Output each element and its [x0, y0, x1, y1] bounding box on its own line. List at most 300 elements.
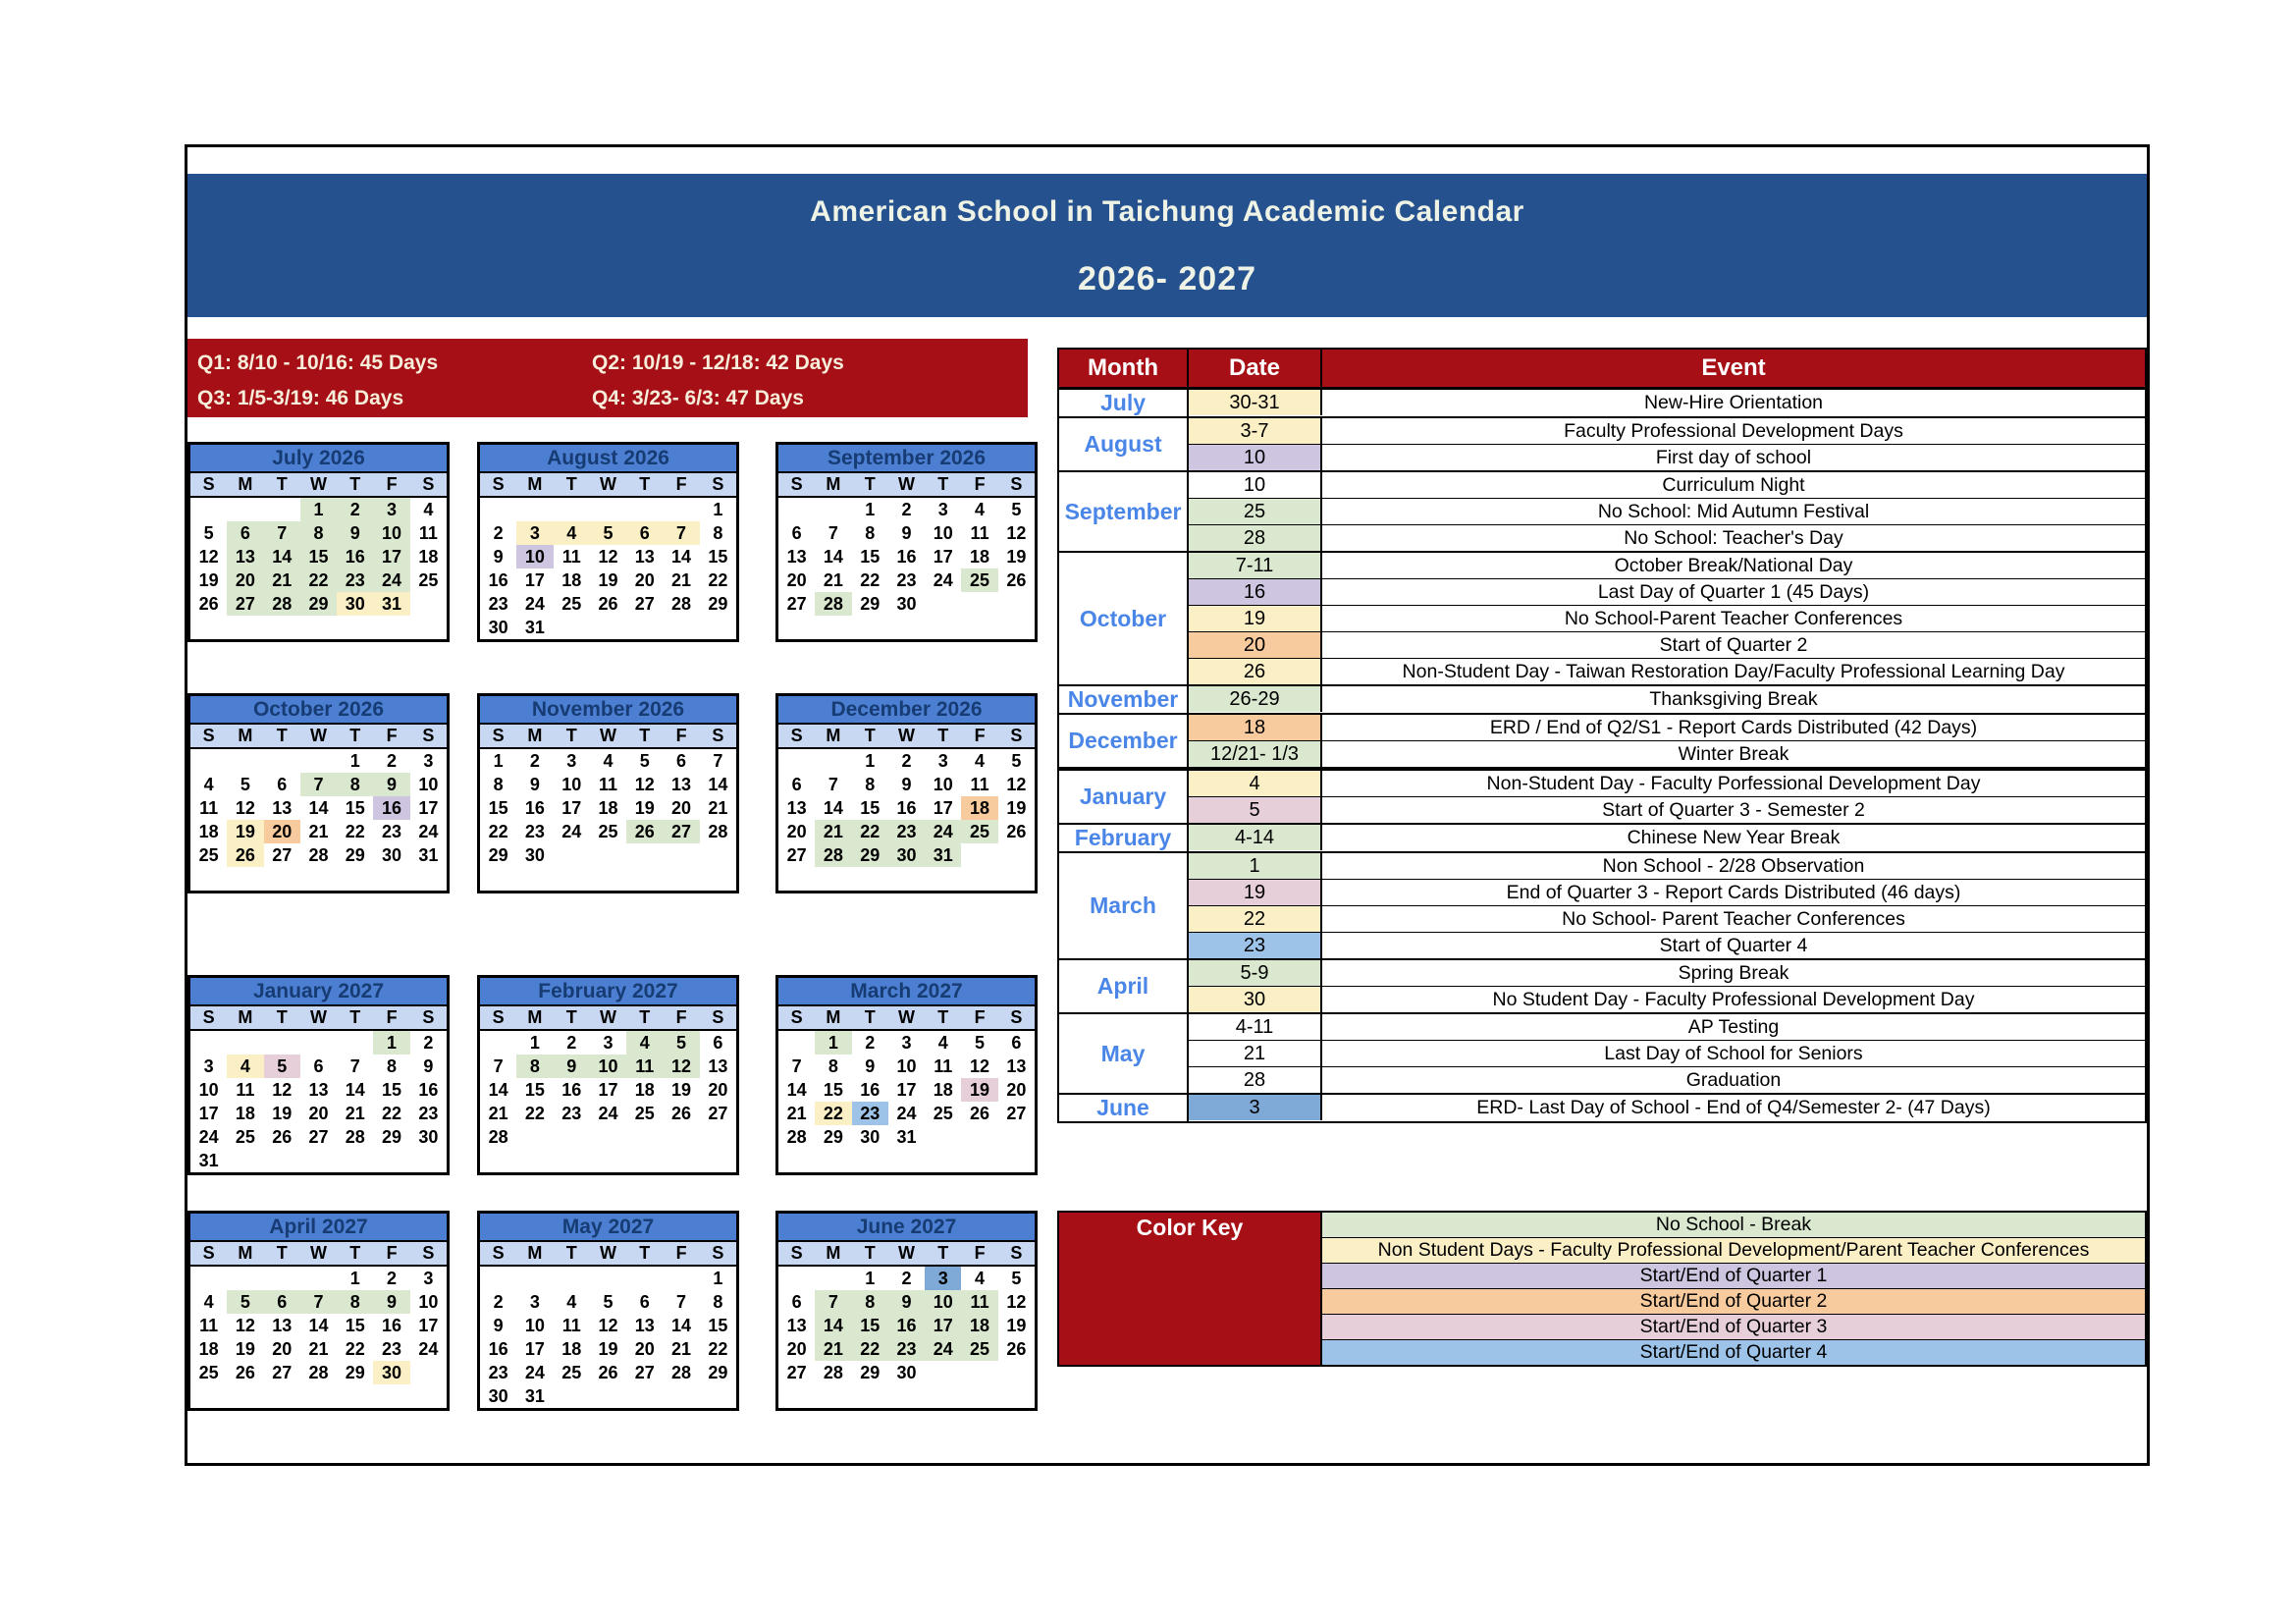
date-cell [700, 1149, 736, 1172]
date-cell [663, 867, 699, 891]
date-cell: 22 [345, 822, 365, 841]
date-cell [590, 616, 626, 639]
date-cell [227, 616, 263, 639]
event-description: New-Hire Orientation [1643, 392, 1824, 413]
weekday-label: F [974, 1007, 986, 1027]
date-cell [778, 616, 815, 639]
date-cell: 8 [387, 1056, 398, 1076]
month-calendar [477, 442, 739, 642]
calendar-date-grid [778, 498, 1035, 639]
date-cell: 7 [493, 1056, 504, 1076]
date-cell [480, 1149, 516, 1172]
color-key-rows [1322, 1213, 2145, 1365]
event-date: 3-7 [1189, 418, 1322, 444]
date-cell: 17 [896, 1080, 917, 1100]
date-cell: 27 [786, 845, 807, 865]
month-label: March [1059, 853, 1189, 958]
date-cell: 15 [823, 1080, 843, 1100]
date-cell: 30 [488, 1386, 508, 1406]
date-cell: 10 [516, 545, 553, 568]
weekday-label: S [1010, 726, 1023, 745]
weekday-label: S [790, 726, 803, 745]
weekday-label: W [897, 1243, 915, 1263]
date-cell: 8 [713, 523, 723, 543]
date-cell: 21 [308, 822, 329, 841]
weekday-label: F [974, 474, 986, 494]
date-cell [998, 1125, 1035, 1149]
date-cell: 18 [961, 1314, 997, 1337]
date-cell: 10 [933, 775, 953, 794]
date-cell: 17 [598, 1080, 618, 1100]
date-cell: 15 [524, 1080, 545, 1100]
calendar-date-grid [190, 749, 447, 891]
date-cell: 5 [1011, 751, 1022, 771]
date-cell: 25 [961, 820, 997, 843]
date-cell: 16 [896, 547, 917, 567]
date-cell: 29 [300, 592, 337, 616]
date-cell: 30 [524, 845, 545, 865]
date-cell: 9 [493, 547, 504, 567]
date-cell [227, 498, 263, 521]
date-cell: 3 [937, 751, 948, 771]
weekday-label: M [527, 1007, 543, 1027]
calendar-month-title: February 2027 [480, 978, 736, 1006]
date-cell: 13 [1006, 1056, 1027, 1076]
event-row [1189, 1095, 2145, 1120]
date-cell: 22 [708, 1339, 728, 1359]
date-cell: 25 [198, 845, 219, 865]
date-cell: 31 [418, 845, 439, 865]
date-cell [815, 867, 851, 891]
weekday-label: S [202, 726, 215, 745]
date-cell: 26 [1006, 570, 1027, 590]
date-cell [516, 867, 553, 891]
date-cell [373, 867, 409, 891]
weekday-label: W [897, 1007, 915, 1027]
date-cell [227, 1149, 263, 1172]
date-cell: 8 [300, 521, 337, 545]
date-cell: 20 [786, 822, 807, 841]
date-cell [815, 616, 851, 639]
date-cell [663, 616, 699, 639]
date-cell [998, 843, 1035, 867]
date-cell [190, 616, 227, 639]
date-cell: 2 [387, 751, 398, 771]
calendar-month-title: October 2026 [190, 696, 447, 725]
event-description: Faculty Professional Development Days [1564, 420, 1903, 442]
event-row [1189, 825, 2145, 850]
weekday-label: T [349, 1007, 361, 1027]
weekday-header [480, 473, 736, 498]
date-cell: 25 [418, 570, 439, 590]
weekday-label: W [309, 726, 327, 745]
date-cell [264, 867, 300, 891]
calendar-date-grid [480, 749, 736, 891]
date-cell: 21 [823, 570, 843, 590]
date-cell: 27 [663, 820, 699, 843]
event-date: 12/21- 1/3 [1189, 741, 1322, 767]
date-cell: 6 [676, 751, 687, 771]
event-row [1189, 553, 2145, 578]
date-cell [700, 1125, 736, 1149]
date-cell: 16 [488, 1339, 508, 1359]
event-description: Last Day of School for Seniors [1604, 1043, 1863, 1064]
calendar-date-grid [480, 498, 736, 639]
weekday-label: W [897, 474, 915, 494]
date-cell [190, 1031, 227, 1055]
date-cell [778, 498, 815, 521]
weekday-label: T [276, 1007, 288, 1027]
month-group-rows [1189, 715, 2145, 767]
date-cell: 22 [382, 1104, 402, 1123]
date-cell [998, 1361, 1035, 1384]
date-cell: 14 [264, 545, 300, 568]
date-cell: 30 [337, 592, 373, 616]
color-key-row: Non Student Days - Faculty Professional Development/Parent Teacher Conferences [1322, 1237, 2145, 1263]
date-cell: 24 [933, 570, 953, 590]
date-cell [337, 867, 373, 891]
date-cell: 9 [373, 773, 409, 796]
date-cell: 12 [272, 1080, 293, 1100]
date-cell: 29 [852, 843, 888, 867]
color-key [1057, 1211, 2147, 1367]
date-cell [554, 498, 590, 521]
date-cell: 17 [933, 798, 953, 818]
weekday-label: T [937, 726, 949, 745]
date-cell [663, 1267, 699, 1290]
weekday-label: W [897, 726, 915, 745]
date-cell: 22 [852, 1337, 888, 1361]
event-row [1189, 472, 2145, 498]
date-cell [300, 616, 337, 639]
date-cell [337, 1031, 373, 1055]
weekday-label: S [422, 474, 435, 494]
weekday-label: T [565, 1243, 577, 1263]
date-cell [590, 843, 626, 867]
color-key-row: Start/End of Quarter 3 [1322, 1314, 2145, 1339]
weekday-header [190, 1006, 447, 1031]
month-label: April [1059, 960, 1189, 1012]
date-cell: 21 [708, 798, 728, 818]
date-cell [925, 616, 961, 639]
date-cell [925, 1149, 961, 1172]
date-cell: 13 [308, 1080, 329, 1100]
date-cell: 15 [852, 1314, 888, 1337]
date-cell: 28 [786, 1127, 807, 1147]
date-cell: 23 [561, 1104, 582, 1123]
date-cell: 26 [598, 594, 618, 614]
date-cell: 19 [598, 1339, 618, 1359]
weekday-label: F [974, 1243, 986, 1263]
date-cell [554, 843, 590, 867]
event-row [1189, 418, 2145, 444]
date-cell: 6 [791, 775, 802, 794]
color-key-row: No School - Break [1322, 1213, 2145, 1237]
date-cell: 7 [791, 1056, 802, 1076]
month-group-rows [1189, 686, 2145, 713]
date-cell: 29 [345, 1363, 365, 1382]
date-cell: 1 [349, 1269, 360, 1288]
weekday-header [190, 725, 447, 749]
date-cell [480, 1031, 516, 1055]
date-cell: 2 [493, 523, 504, 543]
month-calendar [775, 442, 1038, 642]
date-cell: 8 [713, 1292, 723, 1312]
date-cell: 8 [852, 1290, 888, 1314]
date-cell: 23 [888, 820, 925, 843]
date-cell: 18 [418, 547, 439, 567]
date-cell: 19 [1006, 547, 1027, 567]
date-cell: 23 [896, 570, 917, 590]
date-cell: 8 [493, 775, 504, 794]
date-cell: 21 [488, 1104, 508, 1123]
date-cell [300, 1031, 337, 1055]
date-cell: 13 [634, 547, 655, 567]
date-cell [663, 498, 699, 521]
month-group [1059, 823, 2145, 851]
date-cell [227, 1031, 263, 1055]
date-cell: 6 [227, 521, 263, 545]
date-cell [410, 867, 447, 891]
date-cell: 21 [264, 568, 300, 592]
date-cell: 25 [561, 1363, 582, 1382]
date-cell: 14 [308, 798, 329, 818]
weekday-header [480, 725, 736, 749]
event-description: First day of school [1655, 447, 1812, 468]
date-cell: 31 [524, 618, 545, 637]
date-cell: 11 [961, 1290, 997, 1314]
date-cell [373, 1149, 409, 1172]
date-cell: 19 [227, 820, 263, 843]
date-cell: 7 [300, 773, 337, 796]
calendar-date-grid [190, 1031, 447, 1172]
month-group [1059, 390, 2145, 416]
date-cell: 3 [937, 500, 948, 519]
month-calendar [477, 1211, 739, 1411]
date-cell: 5 [639, 751, 650, 771]
date-cell: 6 [791, 1292, 802, 1312]
date-cell [815, 749, 851, 773]
calendar-month-title: December 2026 [778, 696, 1035, 725]
date-cell: 30 [382, 845, 402, 865]
date-cell: 17 [933, 547, 953, 567]
date-cell: 2 [493, 1292, 504, 1312]
school-year-label: 2026- 2027 [1077, 260, 1257, 298]
date-cell [554, 867, 590, 891]
month-label: May [1059, 1014, 1189, 1093]
date-cell [778, 1149, 815, 1172]
date-cell [961, 592, 997, 616]
quarter-1-summary: Q1: 8/10 - 10/16: 45 Days [197, 352, 439, 374]
date-cell: 1 [349, 751, 360, 771]
date-cell: 5 [1011, 1269, 1022, 1288]
date-cell: 16 [896, 798, 917, 818]
date-cell: 9 [888, 1290, 925, 1314]
event-date: 19 [1189, 606, 1322, 631]
date-cell [778, 867, 815, 891]
date-cell: 14 [823, 798, 843, 818]
event-description: Start of Quarter 3 - Semester 2 [1602, 799, 1865, 821]
header-cell-month: Month [1059, 350, 1189, 387]
event-description: Thanksgiving Break [1649, 688, 1818, 710]
date-cell: 24 [524, 594, 545, 614]
date-cell: 24 [925, 820, 961, 843]
date-cell: 17 [418, 1316, 439, 1335]
date-cell: 3 [516, 521, 553, 545]
date-cell: 18 [634, 1080, 655, 1100]
date-cell: 29 [345, 845, 365, 865]
date-cell: 18 [235, 1104, 255, 1123]
event-date: 23 [1189, 933, 1322, 958]
date-cell [190, 1267, 227, 1290]
date-cell: 24 [925, 1337, 961, 1361]
date-cell: 3 [529, 1292, 540, 1312]
event-date: 19 [1189, 880, 1322, 905]
date-cell: 18 [598, 798, 618, 818]
header-cell-event: Event [1701, 354, 1766, 381]
date-cell [480, 867, 516, 891]
date-cell: 16 [337, 545, 373, 568]
date-cell: 16 [382, 1316, 402, 1335]
event-row [1189, 686, 2145, 712]
date-cell [700, 616, 736, 639]
quarter-4-summary: Q4: 3/23- 6/3: 47 Days [592, 387, 804, 409]
date-cell: 1 [493, 751, 504, 771]
event-row [1189, 715, 2145, 740]
date-cell [925, 1361, 961, 1384]
weekday-label: T [276, 474, 288, 494]
date-cell: 11 [598, 775, 617, 794]
date-cell: 29 [708, 594, 728, 614]
weekday-label: S [492, 1007, 505, 1027]
date-cell: 2 [337, 498, 373, 521]
date-cell: 19 [198, 570, 219, 590]
date-cell: 26 [626, 820, 663, 843]
calendar-month-title: March 2027 [778, 978, 1035, 1006]
date-cell: 10 [590, 1055, 626, 1078]
date-cell: 3 [566, 751, 577, 771]
weekday-label: S [712, 726, 724, 745]
date-cell: 6 [264, 1290, 300, 1314]
date-cell: 18 [198, 822, 219, 841]
month-calendar [775, 693, 1038, 893]
weekday-label: T [639, 474, 651, 494]
event-date: 28 [1189, 1067, 1322, 1093]
date-cell: 16 [524, 798, 545, 818]
date-cell [300, 749, 337, 773]
date-cell: 15 [488, 798, 508, 818]
date-cell: 20 [786, 1339, 807, 1359]
color-key-row: Start/End of Quarter 1 [1322, 1263, 2145, 1288]
date-cell: 16 [860, 1080, 881, 1100]
weekday-label: M [238, 474, 253, 494]
date-cell: 5 [1011, 500, 1022, 519]
date-cell [480, 498, 516, 521]
date-cell: 31 [373, 592, 409, 616]
date-cell: 12 [1006, 523, 1027, 543]
weekday-label: M [826, 1243, 841, 1263]
event-date: 21 [1189, 1041, 1322, 1066]
date-cell [264, 1384, 300, 1408]
date-cell: 27 [708, 1104, 728, 1123]
month-calendar [477, 693, 739, 893]
month-calendar [187, 975, 450, 1175]
event-date: 4 [1189, 771, 1322, 796]
date-cell: 3 [901, 1033, 912, 1053]
month-group [1059, 1012, 2145, 1093]
date-cell: 4 [603, 751, 614, 771]
date-cell: 23 [382, 1339, 402, 1359]
date-cell: 6 [639, 1292, 650, 1312]
weekday-label: S [1010, 474, 1023, 494]
weekday-label: S [790, 1243, 803, 1263]
event-row [1189, 1014, 2145, 1040]
date-cell: 28 [823, 1363, 843, 1382]
date-cell: 1 [865, 1269, 876, 1288]
weekday-label: F [675, 474, 687, 494]
calendar-date-grid [778, 1267, 1035, 1408]
month-label: August [1059, 418, 1189, 470]
date-cell: 17 [373, 545, 409, 568]
weekday-label: T [349, 474, 361, 494]
date-cell: 11 [970, 775, 989, 794]
date-cell: 9 [423, 1056, 434, 1076]
date-cell [337, 1384, 373, 1408]
date-cell: 28 [345, 1127, 365, 1147]
quarter-2-summary: Q2: 10/19 - 12/18: 42 Days [592, 352, 844, 374]
date-cell [961, 616, 997, 639]
color-key-row: Start/End of Quarter 2 [1322, 1288, 2145, 1314]
date-cell: 10 [561, 775, 582, 794]
date-cell: 3 [203, 1056, 214, 1076]
date-cell [961, 1361, 997, 1384]
month-group-rows [1189, 825, 2145, 851]
event-description: Curriculum Night [1662, 474, 1805, 496]
event-row [1189, 879, 2145, 905]
weekday-label: M [238, 726, 253, 745]
date-cell: 20 [1006, 1080, 1027, 1100]
date-cell [300, 1149, 337, 1172]
date-cell [888, 1384, 925, 1408]
event-row [1189, 796, 2145, 823]
date-cell [227, 1267, 263, 1290]
date-cell: 19 [1006, 798, 1027, 818]
date-cell: 11 [418, 523, 438, 543]
date-cell: 20 [634, 570, 655, 590]
date-cell: 2 [423, 1033, 434, 1053]
date-cell [961, 1149, 997, 1172]
date-cell: 26 [272, 1127, 293, 1147]
date-cell [998, 867, 1035, 891]
weekday-label: M [826, 726, 841, 745]
date-cell: 14 [345, 1080, 365, 1100]
weekday-label: T [639, 1243, 651, 1263]
date-cell [888, 867, 925, 891]
date-cell: 1 [865, 751, 876, 771]
date-cell [227, 867, 263, 891]
date-cell: 8 [337, 1290, 373, 1314]
weekday-label: F [675, 1007, 687, 1027]
weekday-label: T [864, 1007, 876, 1027]
month-label: February [1059, 825, 1189, 851]
date-cell: 30 [418, 1127, 439, 1147]
event-row [1189, 498, 2145, 524]
date-cell: 21 [345, 1104, 365, 1123]
date-cell: 6 [626, 521, 663, 545]
date-cell: 23 [488, 594, 508, 614]
date-cell: 5 [264, 1055, 300, 1078]
date-cell: 10 [933, 523, 953, 543]
